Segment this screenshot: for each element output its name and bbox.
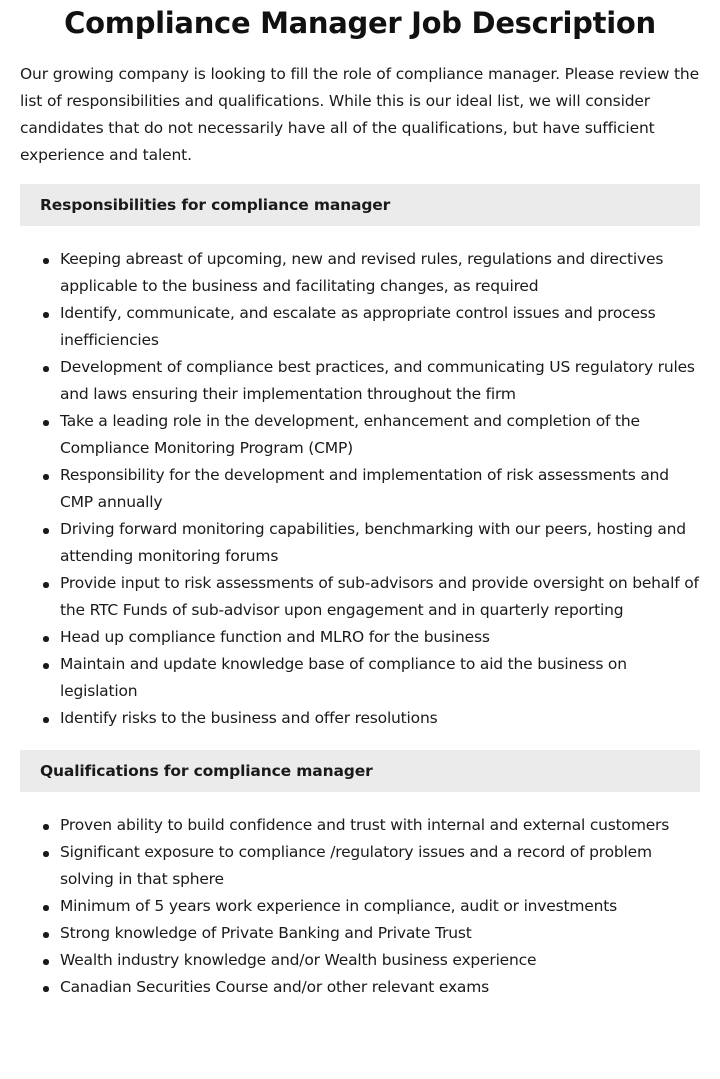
bullet-icon xyxy=(43,258,49,264)
list-item-text: Driving forward monitoring capabilities, benchmarking with our peers, hosting and attending monitoring forums xyxy=(60,520,686,565)
list-item-text: Provide input to risk assessments of sub-advisors and provide oversight on behalf of the RTC Funds of sub-advisor upon engagement and in quarterly reporting xyxy=(60,574,699,619)
list-item xyxy=(60,570,700,624)
bullet-icon xyxy=(43,905,49,911)
list-item xyxy=(60,651,700,705)
list-item xyxy=(60,947,700,974)
list-item-text: Identify, communicate, and escalate as appropriate control issues and process inefficiencies xyxy=(60,304,656,349)
list-item xyxy=(60,624,700,651)
bullet-icon xyxy=(43,932,49,938)
list-item-text: Proven ability to build confidence and trust with internal and external customers xyxy=(60,816,670,834)
list-item xyxy=(60,974,700,1001)
list-item-text: Maintain and update knowledge base of compliance to aid the business on legislation xyxy=(60,655,627,700)
bullet-icon xyxy=(43,851,49,857)
qualifications-list xyxy=(20,812,700,1001)
list-item-text: Significant exposure to compliance /regulatory issues and a record of problem solving in that sphere xyxy=(60,843,652,888)
list-item-text: Canadian Securities Course and/or other relevant exams xyxy=(60,978,490,996)
list-item xyxy=(60,920,700,947)
bullet-icon xyxy=(43,986,49,992)
bullet-icon xyxy=(43,824,49,830)
qualifications-heading: Qualifications for compliance manager xyxy=(20,750,700,792)
list-item xyxy=(60,246,700,300)
list-item xyxy=(60,408,700,462)
list-item-text: Identify risks to the business and offer resolutions xyxy=(60,709,438,727)
list-item-text: Head up compliance function and MLRO for the business xyxy=(60,628,490,646)
list-item xyxy=(60,705,700,732)
responsibilities-list xyxy=(20,246,700,732)
bullet-icon xyxy=(43,528,49,534)
list-item xyxy=(60,812,700,839)
bullet-icon xyxy=(43,420,49,426)
list-item-text: Development of compliance best practices, and communicating US regulatory rules and laws ensuring their implementation throughout the firm xyxy=(60,358,695,403)
list-item-text: Take a leading role in the development, enhancement and completion of the Compliance Monitoring Program (CMP) xyxy=(60,412,640,457)
responsibilities-heading: Responsibilities for compliance manager xyxy=(20,184,700,226)
list-item xyxy=(60,354,700,408)
bullet-icon xyxy=(43,582,49,588)
page-title: Compliance Manager Job Description xyxy=(64,6,656,40)
bullet-icon xyxy=(43,366,49,372)
bullet-icon xyxy=(43,663,49,669)
list-item-text: Responsibility for the development and implementation of risk assessments and CMP annually xyxy=(60,466,669,511)
list-item xyxy=(60,839,700,893)
bullet-icon xyxy=(43,959,49,965)
list-item-text: Minimum of 5 years work experience in compliance, audit or investments xyxy=(60,897,617,915)
list-item xyxy=(60,893,700,920)
bullet-icon xyxy=(43,474,49,480)
list-item xyxy=(60,300,700,354)
bullet-icon xyxy=(43,312,49,318)
list-item xyxy=(60,516,700,570)
list-item-text: Strong knowledge of Private Banking and Private Trust xyxy=(60,924,472,942)
intro-paragraph: Our growing company is looking to fill the role of compliance manager. Please review the list of responsibilities and qualifications. While this is our ideal list, we will consider candidates that do not necessarily have all of the qualifications, but have sufficient experience and talent. xyxy=(20,65,699,164)
list-item-text: Keeping abreast of upcoming, new and revised rules, regulations and directives applicable to the business and facilitating changes, as required xyxy=(60,250,664,295)
bullet-icon xyxy=(43,717,49,723)
list-item xyxy=(60,462,700,516)
bullet-icon xyxy=(43,636,49,642)
list-item-text: Wealth industry knowledge and/or Wealth business experience xyxy=(60,951,537,969)
